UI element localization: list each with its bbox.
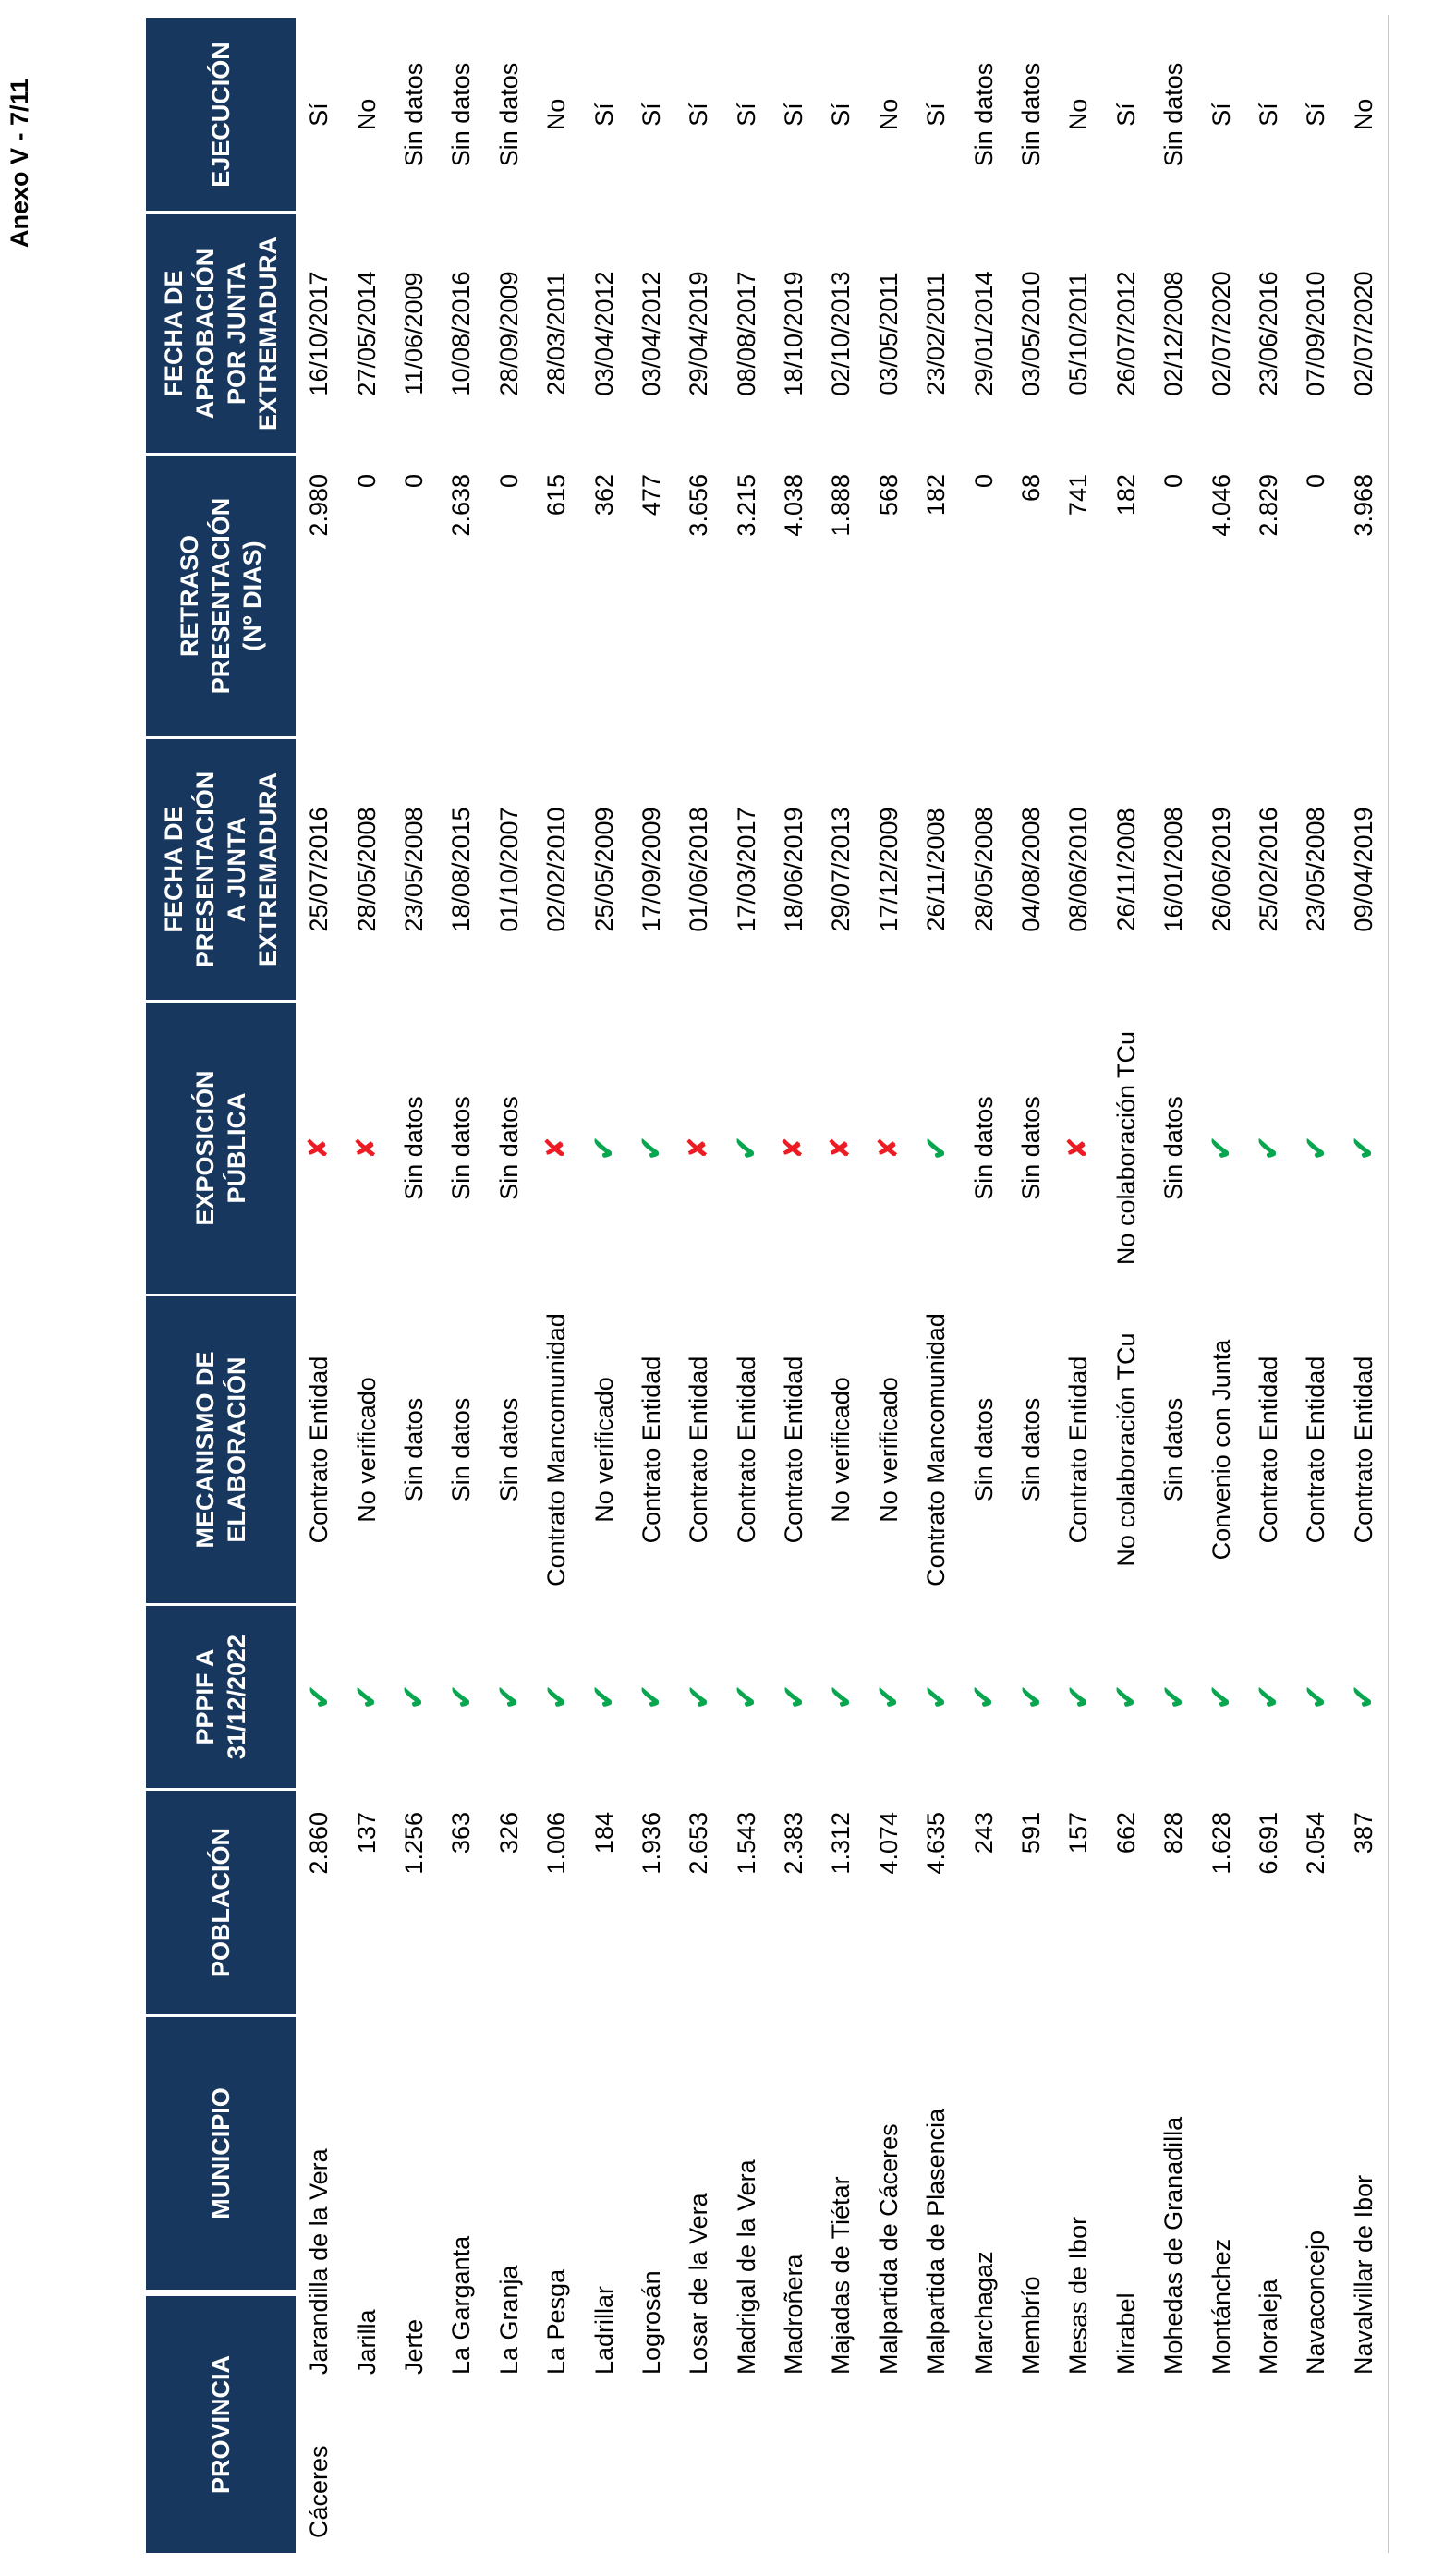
cell-fecha_presentacion: 17/09/2009: [637, 807, 665, 932]
cell-poblacion: 828: [1159, 1812, 1188, 1854]
cell-fecha_aprobacion: 28/09/2009: [494, 271, 523, 396]
cell-exposicion: [580, 1003, 627, 1294]
cell-fecha_aprobacion: 05/10/2011: [1064, 272, 1093, 395]
cell-ejecucion: Sí: [922, 103, 951, 127]
cell-fecha_aprobacion: 23/02/2011: [922, 272, 951, 395]
cell-exposicion: [533, 1003, 580, 1294]
check-icon: ✔: [587, 1684, 623, 1710]
cell-mecanismo: Contrato Entidad: [1302, 1355, 1330, 1544]
cell-fecha_aprobacion: 02/10/2013: [827, 271, 855, 396]
cell-poblacion: 662: [1111, 1812, 1140, 1854]
cell-municipio: Mirabel: [1111, 2292, 1140, 2375]
cell-municipio: Mohedas de Granadilla: [1159, 2116, 1188, 2375]
cell-retraso: 2.829: [1254, 474, 1282, 537]
cell-ejecucion: Sin datos: [1017, 62, 1046, 167]
header-label-line: EXPOSICIÓN: [191, 1070, 219, 1226]
cell-fecha_presentacion: 17/03/2017: [732, 807, 760, 932]
cell-municipio: Montánchez: [1207, 2238, 1235, 2375]
header-cell-exposicion: [146, 1003, 296, 1294]
cell-ejecucion: No: [1064, 98, 1093, 131]
cell-exposicion: [913, 1003, 960, 1294]
cell-fecha_aprobacion: 02/07/2020: [1349, 271, 1377, 396]
cell-municipio: Majadas de Tiétar: [827, 2176, 855, 2375]
header-cell-poblacion: [146, 1791, 296, 2014]
cell-ejecucion: No: [542, 98, 571, 131]
cell-mecanismo: Contrato Mancomunidad: [922, 1313, 951, 1586]
cell-mecanismo: Sin datos: [399, 1397, 428, 1502]
cell-fecha_presentacion: 25/05/2009: [589, 807, 618, 932]
cell-exposicion: [1197, 1003, 1244, 1294]
cross-icon: ✘: [684, 1137, 714, 1160]
check-icon: ✔: [1204, 1135, 1240, 1161]
cell-retraso: 568: [874, 474, 903, 517]
cell-municipio: Malpartida de Cáceres: [874, 2123, 903, 2375]
data-table: [145, 15, 1394, 2555]
cell-municipio: Jarilla: [352, 2309, 381, 2375]
cell-poblacion: 1.006: [542, 1812, 571, 1875]
page-title: Anexo V - 7/11: [6, 78, 33, 248]
cell-exposicion: Sin datos: [1159, 1096, 1188, 1200]
header-label-line: EXTREMADURA: [254, 772, 282, 967]
header-label-line: FECHA DE: [160, 270, 188, 397]
cell-ejecucion: Sí: [589, 103, 618, 127]
header-label-line: APROBACIÓN: [191, 248, 219, 419]
check-icon: ✔: [1346, 1684, 1382, 1710]
cell-ejecucion: No: [1349, 98, 1377, 131]
cell-exposicion: [675, 1003, 722, 1294]
cell-exposicion: Sin datos: [399, 1096, 428, 1200]
check-icon: ✔: [1061, 1684, 1097, 1710]
cell-retraso: 0: [494, 474, 523, 489]
cell-retraso: 477: [637, 474, 665, 517]
cell-mecanismo: No colaboración TCu: [1111, 1332, 1140, 1567]
check-icon: ✔: [776, 1684, 812, 1710]
cell-exposicion: Sin datos: [494, 1096, 523, 1200]
check-icon: ✔: [443, 1684, 479, 1710]
cell-fecha_presentacion: 28/05/2008: [969, 807, 998, 932]
cell-retraso: 4.046: [1207, 474, 1235, 537]
cell-mecanismo: Contrato Entidad: [780, 1355, 808, 1544]
cell-exposicion: Sin datos: [1017, 1096, 1046, 1200]
check-icon: ✔: [918, 1135, 954, 1161]
cell-ejecucion: No: [874, 98, 903, 131]
header-cell-fecha_aprobacion: [146, 214, 296, 453]
cell-retraso: 741: [1064, 474, 1093, 517]
header-label-line: MECANISMO DE: [191, 1351, 219, 1549]
cell-pppif: [1245, 1606, 1292, 1788]
cell-retraso: 3.656: [685, 474, 713, 537]
cell-mecanismo: No verificado: [589, 1377, 618, 1523]
cell-pppif: [296, 1606, 343, 1788]
cell-fecha_aprobacion: 27/05/2014: [352, 271, 381, 396]
check-icon: ✔: [539, 1684, 575, 1710]
cell-pppif: [913, 1606, 960, 1788]
header-label-line: A JUNTA: [223, 817, 250, 922]
cross-icon: ✘: [873, 1137, 904, 1160]
cell-pppif: [391, 1606, 438, 1788]
cell-municipio: Jerte: [399, 2318, 428, 2375]
cell-exposicion: [343, 1003, 390, 1294]
check-icon: ✔: [729, 1135, 765, 1161]
cell-poblacion: 1.628: [1207, 1812, 1235, 1875]
cell-ejecucion: Sin datos: [969, 62, 998, 167]
cell-fecha_presentacion: 18/06/2019: [780, 807, 808, 932]
cell-mecanismo: Contrato Entidad: [1254, 1355, 1282, 1544]
cell-municipio: Madroñera: [780, 2254, 808, 2375]
cross-icon: ✘: [826, 1137, 856, 1160]
cell-poblacion: 2.383: [780, 1812, 808, 1875]
cell-fecha_presentacion: 26/06/2019: [1207, 807, 1235, 932]
cell-pppif: [343, 1606, 390, 1788]
cell-pppif: [1055, 1606, 1102, 1788]
header-label-line: POBLACIÓN: [207, 1828, 235, 1977]
cell-municipio: Mesas de Ibor: [1064, 2216, 1093, 2375]
cell-mecanismo: Contrato Mancomunidad: [542, 1313, 571, 1586]
check-icon: ✔: [396, 1684, 432, 1710]
cell-pppif: [1150, 1606, 1197, 1788]
cell-fecha_aprobacion: 03/04/2012: [637, 271, 665, 396]
cross-icon: ✘: [1063, 1137, 1094, 1160]
cell-poblacion: 1.543: [732, 1812, 760, 1875]
cell-municipio: Navaconcejo: [1302, 2230, 1330, 2375]
cell-exposicion: [628, 1003, 675, 1294]
cell-municipio: Marchagaz: [969, 2251, 998, 2375]
check-icon: ✔: [1251, 1684, 1287, 1710]
header-label-line: PROVINCIA: [207, 2354, 235, 2495]
cell-fecha_presentacion: 09/04/2019: [1349, 807, 1377, 932]
header-cell-provincia: [146, 2296, 296, 2553]
cell-retraso: 2.638: [447, 474, 476, 537]
cell-pppif: [628, 1606, 675, 1788]
cell-poblacion: 6.691: [1254, 1812, 1282, 1875]
cell-poblacion: 157: [1064, 1812, 1093, 1854]
cell-retraso: 0: [1159, 474, 1188, 489]
header-cell-fecha_presentacion: [146, 739, 296, 1000]
cell-poblacion: 184: [589, 1812, 618, 1854]
cell-municipio: Logrosán: [637, 2270, 665, 2375]
cell-poblacion: 4.635: [922, 1812, 951, 1875]
cell-exposicion: [866, 1003, 913, 1294]
cell-retraso: 182: [1111, 474, 1140, 517]
table-bottom-border: [1388, 15, 1389, 2553]
cell-exposicion: [1292, 1003, 1340, 1294]
cell-exposicion: [1245, 1003, 1292, 1294]
check-icon: ✔: [681, 1684, 717, 1710]
cell-poblacion: 2.860: [305, 1812, 334, 1875]
cell-ejecucion: Sin datos: [399, 62, 428, 167]
cell-retraso: 2.980: [305, 474, 334, 537]
cell-fecha_aprobacion: 10/08/2016: [447, 271, 476, 396]
check-icon: ✔: [634, 1684, 670, 1710]
cell-fecha_presentacion: 08/06/2010: [1064, 807, 1093, 932]
cell-exposicion: [1055, 1003, 1102, 1294]
header-label-line: PPPIF A: [191, 1648, 219, 1745]
header-label-line: POR JUNTA: [223, 262, 250, 406]
cell-poblacion: 1.256: [399, 1812, 428, 1875]
header-label-line: EXTREMADURA: [254, 237, 282, 432]
cell-ejecucion: Sí: [732, 103, 760, 127]
check-icon: ✔: [349, 1684, 385, 1710]
header-cell-mecanismo: [146, 1296, 296, 1603]
header-label-line: PRESENTACIÓN: [191, 771, 219, 968]
cell-ejecucion: Sí: [685, 103, 713, 127]
cell-ejecucion: Sí: [1207, 103, 1235, 127]
header-label-line: 31/12/2022: [223, 1634, 250, 1760]
cell-ejecucion: Sí: [1111, 103, 1140, 127]
cell-mecanismo: Contrato Entidad: [1064, 1355, 1093, 1544]
cross-icon: ✘: [779, 1137, 809, 1160]
cell-fecha_presentacion: 29/07/2013: [827, 807, 855, 932]
cell-fecha_aprobacion: 03/04/2012: [589, 271, 618, 396]
cell-municipio: Losar de la Vera: [685, 2193, 713, 2375]
cell-mecanismo: Sin datos: [1017, 1397, 1046, 1502]
header-cell-municipio: [146, 2017, 296, 2290]
cell-pppif: [438, 1606, 485, 1788]
cell-mecanismo: Sin datos: [447, 1397, 476, 1502]
cell-ejecucion: Sin datos: [1159, 62, 1188, 167]
cell-municipio: Moraleja: [1254, 2279, 1282, 2375]
cell-poblacion: 1.936: [637, 1812, 665, 1875]
cell-poblacion: 4.074: [874, 1812, 903, 1875]
cell-retraso: 3.215: [732, 474, 760, 537]
cell-retraso: 0: [352, 474, 381, 489]
cell-poblacion: 1.312: [827, 1812, 855, 1875]
cell-pppif: [675, 1606, 722, 1788]
check-icon: ✔: [1013, 1684, 1050, 1710]
cell-municipio: La Garganta: [447, 2235, 476, 2375]
cell-exposicion: [770, 1003, 818, 1294]
check-icon: ✔: [1109, 1684, 1145, 1710]
cell-pppif: [866, 1606, 913, 1788]
cell-pppif: [486, 1606, 533, 1788]
cell-mecanismo: Sin datos: [494, 1397, 523, 1502]
check-icon: ✔: [491, 1684, 528, 1710]
cell-municipio: Malpartida de Plasencia: [922, 2108, 951, 2375]
header-label-line: PÚBLICA: [223, 1092, 250, 1204]
cell-fecha_presentacion: 26/11/2008: [1111, 808, 1140, 931]
cell-fecha_aprobacion: 29/04/2019: [685, 271, 713, 396]
cell-fecha_presentacion: 28/05/2008: [352, 807, 381, 932]
cell-pppif: [1292, 1606, 1340, 1788]
cell-exposicion: [296, 1003, 343, 1294]
cell-ejecucion: Sí: [780, 103, 808, 127]
header-label-line: MUNICIPIO: [207, 2087, 235, 2219]
cell-fecha_presentacion: 01/10/2007: [494, 807, 523, 932]
cell-exposicion: Sin datos: [969, 1096, 998, 1200]
check-icon: ✔: [871, 1684, 907, 1710]
cell-retraso: 615: [542, 474, 571, 517]
cell-mecanismo: No verificado: [874, 1377, 903, 1523]
cell-municipio: Jarandilla de la Vera: [305, 2148, 334, 2375]
cell-fecha_presentacion: 25/07/2016: [305, 807, 334, 932]
cell-retraso: 182: [922, 474, 951, 517]
cell-fecha_aprobacion: 02/07/2020: [1207, 271, 1235, 396]
header-label-line: EJECUCIÓN: [207, 42, 235, 188]
cell-retraso: 68: [1017, 474, 1046, 503]
cell-poblacion: 326: [494, 1812, 523, 1854]
cell-exposicion: [723, 1003, 770, 1294]
cell-fecha_aprobacion: 26/07/2012: [1111, 271, 1140, 396]
cell-pppif: [770, 1606, 818, 1788]
cell-retraso: 0: [1302, 474, 1330, 489]
cell-exposicion: [1341, 1003, 1388, 1294]
cell-retraso: 1.888: [827, 474, 855, 537]
cell-retraso: 4.038: [780, 474, 808, 537]
cell-retraso: 362: [589, 474, 618, 517]
cell-retraso: 0: [399, 474, 428, 489]
cell-fecha_presentacion: 26/11/2008: [922, 808, 951, 931]
cell-mecanismo: Contrato Entidad: [685, 1355, 713, 1544]
cell-municipio: La Pesga: [542, 2268, 571, 2375]
cell-exposicion: [818, 1003, 865, 1294]
cell-pppif: [1341, 1606, 1388, 1788]
cross-icon: ✘: [304, 1137, 334, 1160]
cell-mecanismo: No verificado: [827, 1377, 855, 1523]
cell-ejecucion: Sin datos: [494, 62, 523, 167]
check-icon: ✔: [1156, 1684, 1192, 1710]
cell-fecha_presentacion: 16/01/2008: [1159, 807, 1188, 932]
cell-poblacion: 363: [447, 1812, 476, 1854]
header-label-line: FECHA DE: [160, 806, 188, 933]
header-cell-retraso: [146, 456, 296, 736]
cell-retraso: 3.968: [1349, 474, 1377, 537]
header-label-line: RETRASO: [176, 535, 203, 658]
header-label-line: ELABORACIÓN: [223, 1356, 250, 1543]
cell-mecanismo: Contrato Entidad: [637, 1355, 665, 1544]
cell-ejecucion: Sí: [827, 103, 855, 127]
header-label-line: (Nº DIAS): [238, 541, 266, 651]
cell-pppif: [1103, 1606, 1150, 1788]
cell-pppif: [723, 1606, 770, 1788]
cell-fecha_aprobacion: 28/03/2011: [542, 272, 571, 395]
cell-pppif: [1008, 1606, 1055, 1788]
cell-ejecucion: Sí: [1302, 103, 1330, 127]
cell-ejecucion: Sí: [305, 103, 334, 127]
check-icon: ✔: [1298, 1684, 1334, 1710]
check-icon: ✔: [1298, 1135, 1334, 1161]
cell-poblacion: 591: [1017, 1812, 1046, 1854]
cell-exposicion: Sin datos: [447, 1096, 476, 1200]
cell-municipio: Ladrillar: [589, 2285, 618, 2375]
cross-icon: ✘: [541, 1137, 572, 1160]
cell-ejecucion: Sí: [1254, 103, 1282, 127]
check-icon: ✔: [1251, 1135, 1287, 1161]
cell-municipio: Navalvillar de Ibor: [1349, 2174, 1377, 2375]
cell-poblacion: 243: [969, 1812, 998, 1854]
cell-exposicion: No colaboración TCu: [1111, 1030, 1140, 1266]
cell-fecha_aprobacion: 03/05/2011: [874, 272, 903, 395]
cell-fecha_presentacion: 23/05/2008: [399, 807, 428, 932]
cell-poblacion: 2.054: [1302, 1812, 1330, 1875]
cell-mecanismo: Contrato Entidad: [1349, 1355, 1377, 1544]
cell-fecha_aprobacion: 02/12/2008: [1159, 271, 1188, 396]
cell-poblacion: 137: [352, 1812, 381, 1854]
cell-pppif: [1197, 1606, 1244, 1788]
cell-fecha_aprobacion: 07/09/2010: [1302, 271, 1330, 396]
cell-municipio: Madrigal de la Vera: [732, 2159, 760, 2375]
cell-pppif: [818, 1606, 865, 1788]
cell-fecha_aprobacion: 08/08/2017: [732, 271, 760, 396]
cell-municipio: Membrío: [1017, 2276, 1046, 2375]
cell-fecha_aprobacion: 16/10/2017: [305, 271, 334, 396]
cell-poblacion: 2.653: [685, 1812, 713, 1875]
check-icon: ✔: [1204, 1684, 1240, 1710]
provincia-merged-cell: Cáceres: [305, 2445, 334, 2538]
cell-fecha_aprobacion: 23/06/2016: [1254, 271, 1282, 396]
cell-mecanismo: Contrato Entidad: [732, 1355, 760, 1544]
cell-pppif: [960, 1606, 1007, 1788]
cell-ejecucion: No: [352, 98, 381, 131]
cell-fecha_presentacion: 25/02/2016: [1254, 807, 1282, 932]
cell-ejecucion: Sí: [637, 103, 665, 127]
header-cell-ejecucion: [146, 18, 296, 211]
cell-ejecucion: Sin datos: [447, 62, 476, 167]
check-icon: ✔: [918, 1684, 954, 1710]
cell-pppif: [580, 1606, 627, 1788]
cross-icon: ✘: [351, 1137, 382, 1160]
cell-fecha_aprobacion: 11/06/2009: [399, 272, 428, 395]
cell-fecha_presentacion: 01/06/2018: [685, 807, 713, 932]
cell-municipio: La Granja: [494, 2265, 523, 2375]
header-label-line: PRESENTACIÓN: [207, 497, 235, 695]
cell-mecanismo: Contrato Entidad: [305, 1355, 334, 1544]
cell-fecha_presentacion: 02/02/2010: [542, 807, 571, 932]
cell-poblacion: 387: [1349, 1812, 1377, 1854]
check-icon: ✔: [823, 1684, 859, 1710]
check-icon: ✔: [1346, 1135, 1382, 1161]
cell-fecha_presentacion: 23/05/2008: [1302, 807, 1330, 932]
cell-fecha_aprobacion: 03/05/2010: [1017, 271, 1046, 396]
cell-mecanismo: No verificado: [352, 1377, 381, 1523]
cell-mecanismo: Convenio con Junta: [1207, 1339, 1235, 1561]
check-icon: ✔: [301, 1684, 337, 1710]
cell-fecha_aprobacion: 18/10/2019: [780, 271, 808, 396]
check-icon: ✔: [729, 1684, 765, 1710]
header-cell-pppif: [146, 1606, 296, 1788]
cell-mecanismo: Sin datos: [1159, 1397, 1188, 1502]
cell-fecha_presentacion: 18/08/2015: [447, 807, 476, 932]
cell-fecha_aprobacion: 29/01/2014: [969, 271, 998, 396]
check-icon: ✔: [966, 1684, 1002, 1710]
check-icon: ✔: [634, 1135, 670, 1161]
cell-retraso: 0: [969, 474, 998, 489]
check-icon: ✔: [587, 1135, 623, 1161]
cell-pppif: [533, 1606, 580, 1788]
cell-fecha_presentacion: 04/08/2008: [1017, 807, 1046, 932]
cell-mecanismo: Sin datos: [969, 1397, 998, 1502]
cell-fecha_presentacion: 17/12/2009: [874, 807, 903, 932]
